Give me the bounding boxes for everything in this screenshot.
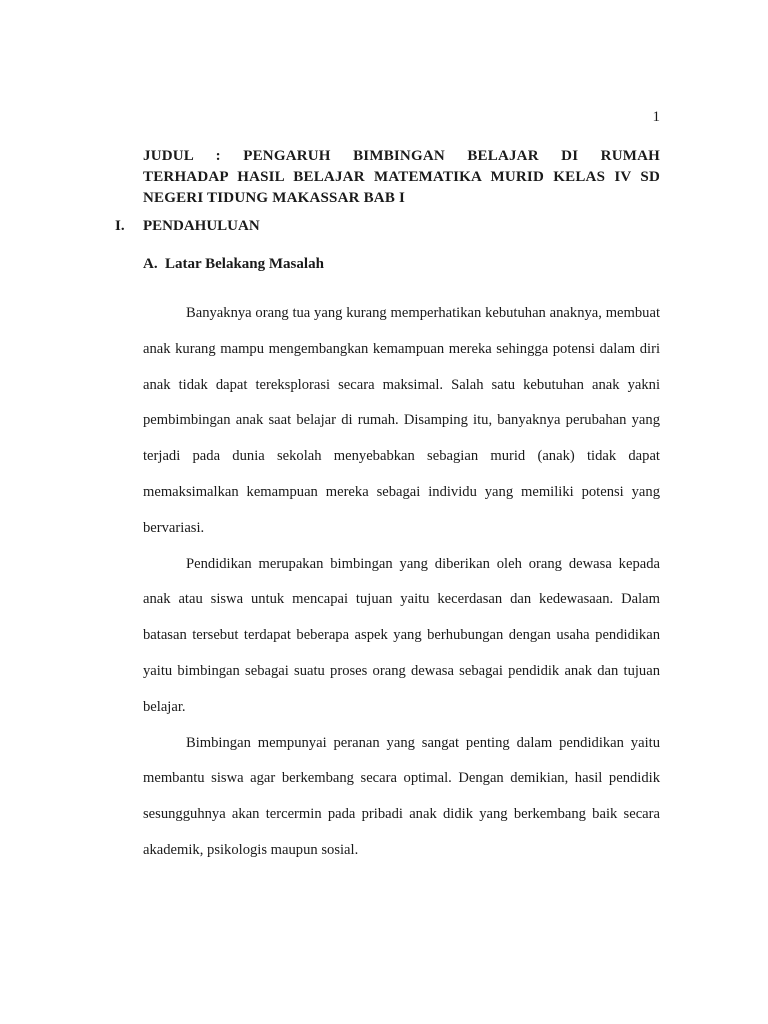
subsection-number: A.: [143, 256, 158, 272]
subsection-heading: [143, 256, 324, 273]
page-number: 1: [652, 109, 660, 125]
paragraph: Banyaknya orang tua yang kurang memperhatikan kebutuhan anaknya, membuat anak kurang mampu mengembangkan kemampuan mereka sehingga potensi dalam diri anak tidak dapat tereksplorasi secara maksimal. Salah satu kebutuhan anak yakni pembimbingan anak saat belajar di rumah. Disamping itu, banyaknya perubahan yang terjadi pada dunia sekolah menyebabkan sebagian murid (anak) tidak dapat memaksimalkan kemampuan mereka sebagai individu yang memiliki potensi yang bervariasi.: [143, 305, 660, 536]
section-number: I.: [115, 218, 125, 234]
section-title: PENDAHULUAN: [143, 218, 260, 234]
paragraph: Pendidikan merupakan bimbingan yang diberikan oleh orang dewasa kepada anak atau siswa untuk mencapai tujuan yaitu kecerdasan dan kedewasaan. Dalam batasan tersebut terdapat beberapa aspek yang berhubungan dengan usaha pendidikan yaitu bimbingan sebagai suatu proses orang dewasa sebagai pendidik anak dan tujuan belajar.: [143, 555, 660, 715]
title-line: JUDUL : PENGARUH BIMBINGAN BELAJAR DI RUMAH: [143, 148, 660, 164]
subsection-title: Latar Belakang Masalah: [165, 256, 324, 272]
body-text: [143, 296, 660, 869]
title-line: TERHADAP HASIL BELAJAR MATEMATIKA MURID KELAS IV SD: [143, 169, 660, 185]
section-heading: [115, 218, 260, 235]
document-title: [143, 146, 660, 209]
title-line: NEGERI TIDUNG MAKASSAR BAB I: [143, 190, 406, 206]
paragraph: Bimbingan mempunyai peranan yang sangat penting dalam pendidikan yaitu membantu siswa agar berkembang secara optimal. Dengan demikian, hasil pendidik sesungguhnya akan tercermin pada pribadi anak didik yang berkembang baik secara akademik, psikologis maupun sosial.: [143, 734, 660, 858]
